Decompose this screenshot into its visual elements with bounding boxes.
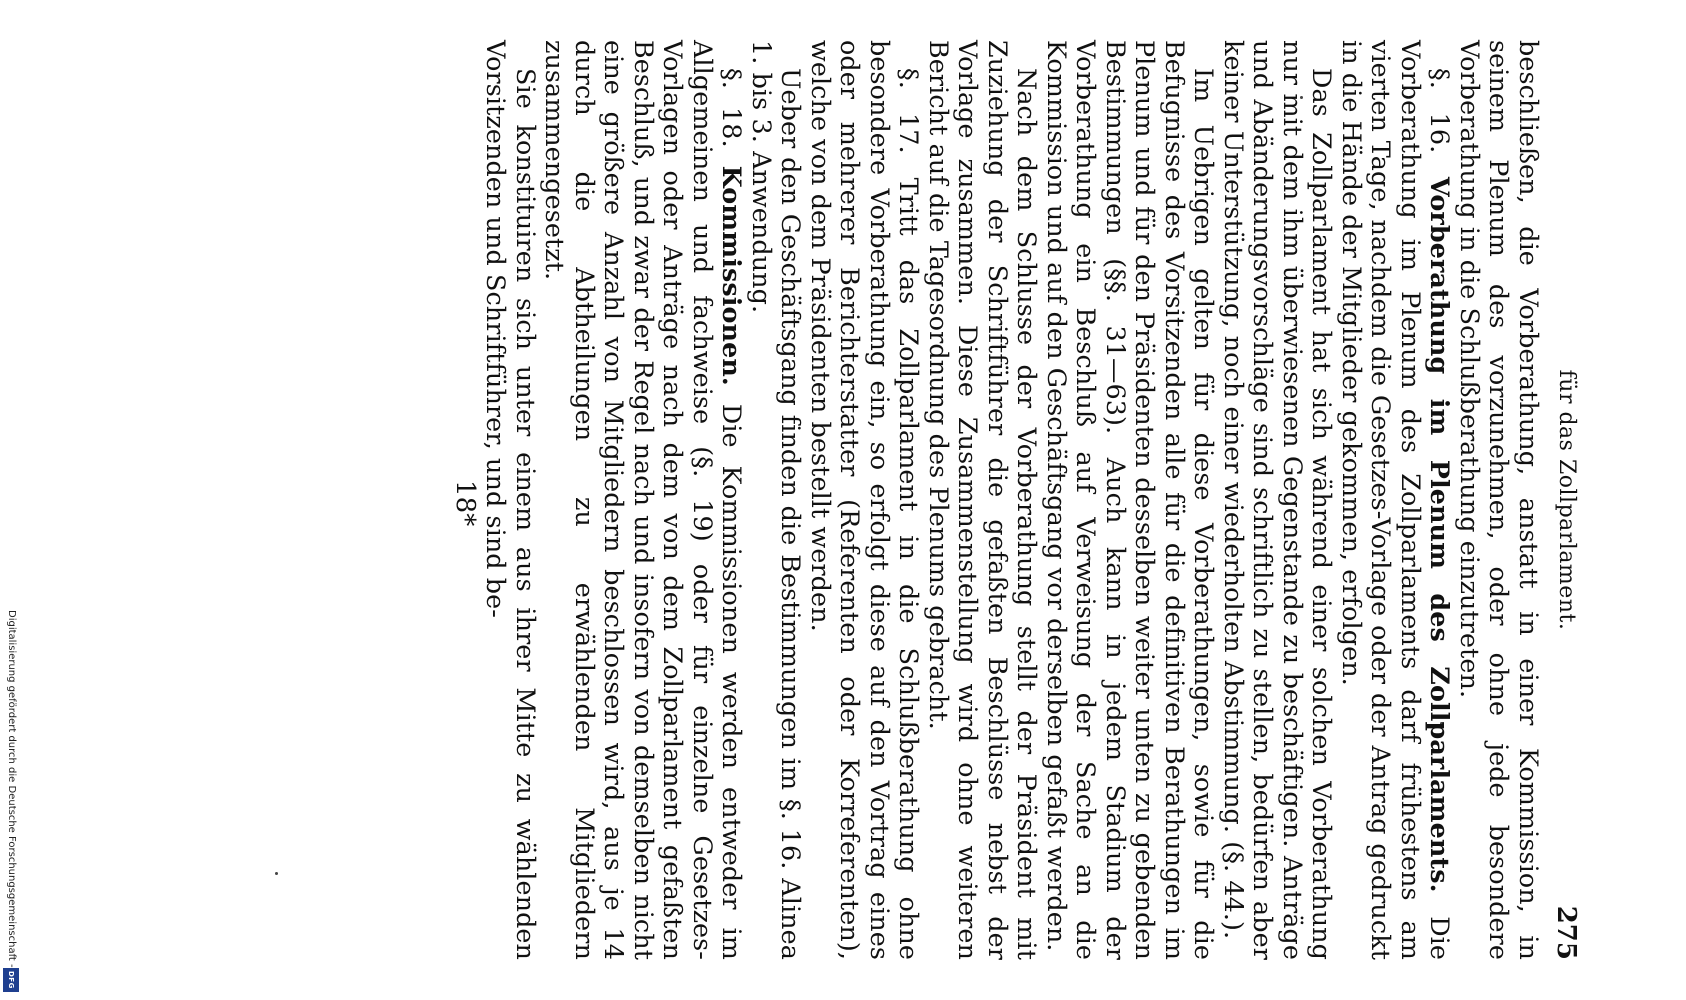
paragraph-text: Im Uebrigen gelten für diese Vorberathungen, sowie für die Befugnisse des Vorsitzenden alle für die definitiven Berathungen im Plenum und für den Präsidenten desselben weiter unten zu gebenden Bestimmungen (§§. 31—63). Auch kann in jedem Stadium der Vorberathung ein Beschluß auf Verweisung der Sache an die Kommission und auf den Geschäftsgang vor derselben gefaßt werden. [1042, 40, 1220, 960]
scanned-page [165, 40, 1585, 960]
paragraph-text: Ueber den Geschäftsgang finden die Bestimmungen im §. 16. Alinea 1. bis 3. Anwendung. [747, 40, 807, 960]
running-head: für das Zollparlament. [1554, 369, 1579, 631]
paragraph [924, 40, 1042, 960]
paragraph-text: Sie konstituiren sich unter einem aus ihrer Mitte zu wählenden Vorsitzenden und Schriftführer, und sind be- [481, 40, 541, 960]
paragraph [481, 40, 540, 960]
paragraph [1455, 40, 1544, 960]
watermark-text: Digitalisierung gefördert durch die Deutsche Forschungsgemeinschaft - [6, 610, 17, 968]
section-heading: Kommissionen. [717, 165, 748, 386]
dfg-logo: DFG [3, 968, 19, 992]
page-number: 275 [1551, 905, 1581, 960]
paragraph-section-17 [806, 40, 924, 960]
signature-mark: 18* [450, 480, 480, 527]
body-text [450, 40, 1544, 960]
paragraph [747, 40, 806, 960]
paragraph-text: beschließen, die Vorberathung, anstatt in einer Kommission, in seinem Plenum des vorzunehmen, oder ohne jede besondere Vorberathung in die Schlußberathung einzutreten. [1455, 40, 1544, 960]
paragraph-text: Das Zollparlament hat sich während einer solchen Vorberathung nur mit dem ihm überwiesenen Gegenstande zu beschäftigen. Anträge und Abänderungsvorschläge sind schriftlich zu stellen, bedürfen aber keiner Unterstützung, noch einer wiederholten Abstimmung. (§. 44.). [1219, 40, 1338, 960]
paragraph-text: Die Vorberathung im Plenum des Zollparlaments darf frühestens am vierten Tage, nachdem die Gesetzes-Vorlage oder der Antrag gedruckt in die Hände der Mitglieder gekommen, erfolgen. [1337, 40, 1456, 960]
paragraph-section-18 [540, 40, 747, 960]
paragraph-text: Die Kommissionen werden entweder im Allgemeinen und fachweise (§. 19) oder für einzelne Gesetzes-Vorlagen oder Anträge nach dem von dem Zollparlament gefaßten Beschluß, und zwar der Regel nach und insofern von demselben nicht eine größere Anzahl von Mitgliedern beschlossen wird, aus je 14 durch die Abtheilungen zu erwählenden Mitgliedern zusammengesetzt. [540, 40, 748, 960]
paragraph-text: Nach dem Schlusse der Vorberathung stellt der Präsident mit Zuziehung der Schriftführer die gefaßten Beschlüsse nebst der Vorlage zusammen. Diese Zusammenstellung wird ohne weiteren Bericht auf die Tagesordnung des Plenums gebracht. [924, 40, 1043, 960]
digitization-watermark [0, 0, 22, 1000]
section-heading: Vorberathung im Plenum des Zollparlaments. [1425, 176, 1456, 893]
paragraph-section-16 [1337, 40, 1455, 960]
section-number: §. 18. [717, 68, 748, 166]
page-header [1543, 40, 1585, 960]
paragraph [1219, 40, 1337, 960]
paragraph [1042, 40, 1219, 960]
section-number: §. 16. [1425, 68, 1456, 177]
paragraph-text: §. 17. Tritt das Zollparlament in die Schlußberathung ohne besondere Vorberathung ein, so erfolgt diese auf den Vortrag eines oder mehrerer Berichterstatter (Referenten oder Korreferenten), welche von dem Präsidenten bestellt werden. [806, 40, 925, 960]
